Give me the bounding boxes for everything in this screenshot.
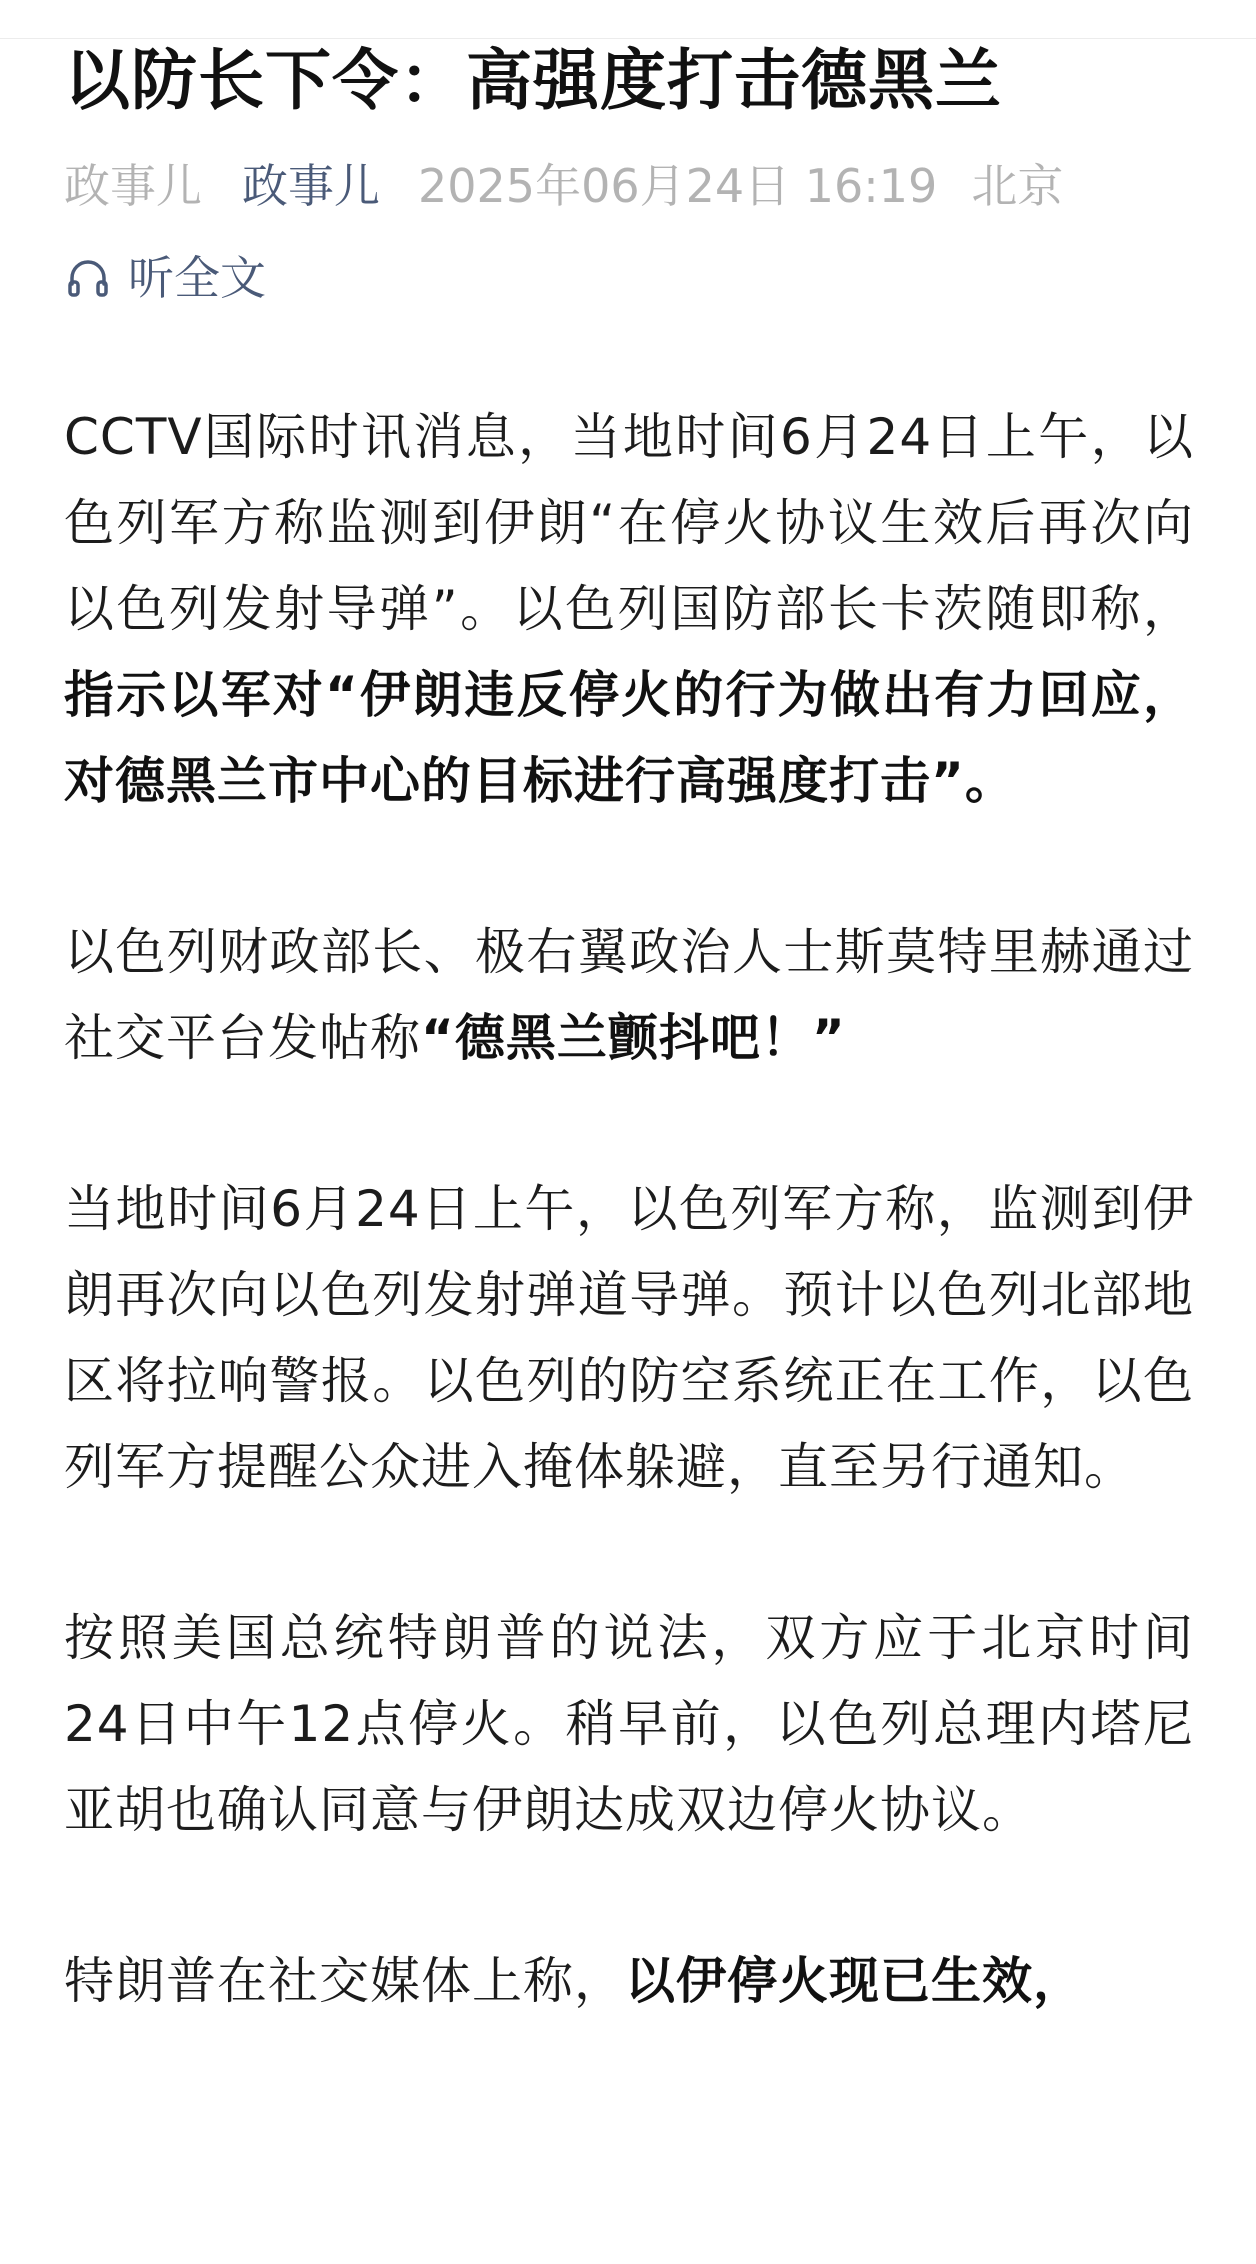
paragraph-text: 以色列财政部长、极右翼政治人士斯莫特里赫通过社交平台发帖称 (64, 923, 1194, 1067)
article-title: 以防长下令：高强度打击德黑兰 (64, 42, 1002, 119)
paragraph-bold-text: 指示以军对“伊朗违反停火的行为做出有力回应，对德黑兰市中心的目标进行高强度打击”。 (64, 666, 1194, 810)
listen-button[interactable] (64, 248, 1194, 308)
paragraph-text: 特朗普在社交媒体上称， (64, 1952, 625, 2010)
author-link[interactable]: 政事儿 (242, 159, 380, 213)
paragraph-bold-text: 以伊停火现已生效， (625, 1952, 1084, 2010)
listen-label: 听全文 (128, 251, 266, 305)
paragraph-5 (64, 1938, 1194, 2024)
article-body (64, 394, 1194, 2024)
paragraph-1 (64, 394, 1194, 824)
paragraph-text: 按照美国总统特朗普的说法，双方应于北京时间24日中午12点停火。稍早前，以色列总理内塔尼亚胡也确认同意与伊朗达成双边停火协议。 (64, 1609, 1194, 1839)
paragraph-text: 当地时间6月24日上午，以色列军方称，监测到伊朗再次向以色列发射弹道导弹。预计以色列北部地区将拉响警报。以色列的防空系统正在工作，以色列军方提醒公众进入掩体躲避，直至另行通知。 (64, 1180, 1194, 1496)
paragraph-bold-text: “德黑兰颤抖吧！” (421, 1009, 846, 1067)
paragraph-text: CCTV国际时讯消息，当地时间6月24日上午，以色列军方称监测到伊朗“在停火协议生效后再次向以色列发射导弹”。以色列国防部长卡茨随即称， (64, 408, 1194, 638)
publish-date: 2025年06月24日 16:19 (418, 159, 938, 213)
source-label: 政事儿 (64, 159, 202, 213)
article-meta (64, 156, 1194, 216)
paragraph-2 (64, 909, 1194, 1081)
paragraph-3 (64, 1166, 1194, 1510)
headphones-icon (64, 254, 112, 302)
paragraph-4 (64, 1595, 1194, 1853)
publish-location: 北京 (971, 159, 1064, 213)
article (64, 38, 1194, 2109)
